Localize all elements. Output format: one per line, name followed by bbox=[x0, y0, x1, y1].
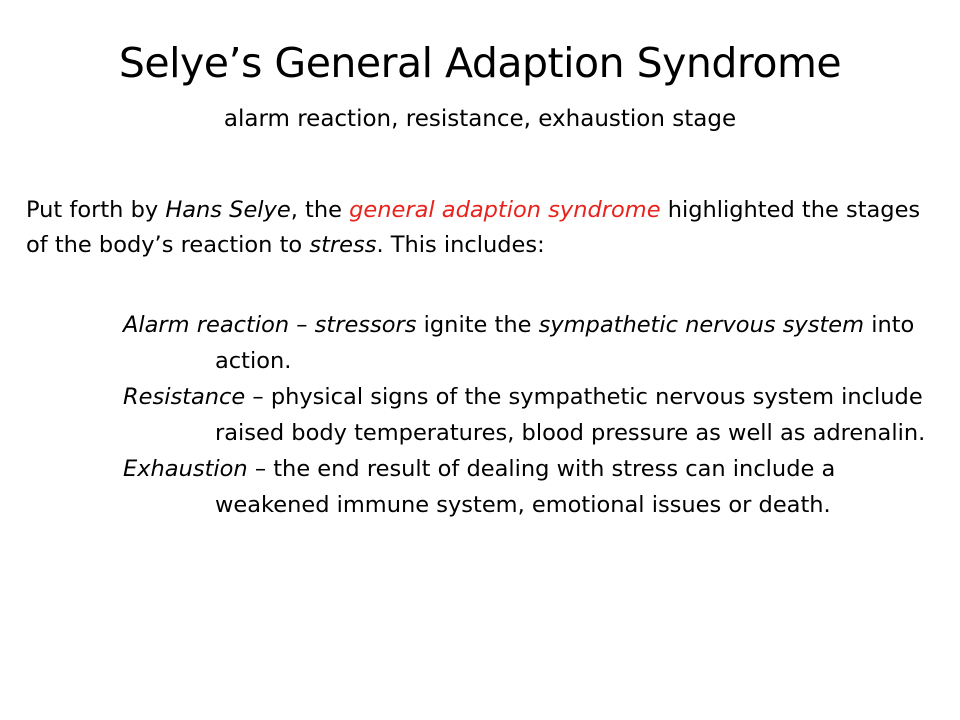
stages-list bbox=[123, 307, 943, 523]
intro-paragraph bbox=[26, 193, 936, 263]
stage-resistance bbox=[123, 379, 943, 451]
stage-dash: – bbox=[247, 456, 274, 482]
stage-dash: – bbox=[245, 384, 271, 410]
stage-name: Resistance bbox=[123, 384, 246, 410]
slide-title: Selye’s General Adaption Syndrome bbox=[118, 39, 842, 87]
slide-subtitle: alarm reaction, resistance, exhaustion stage bbox=[223, 106, 737, 132]
intro-text-2: , the bbox=[290, 197, 350, 223]
stage-dash: – bbox=[289, 312, 315, 338]
stage-term-stressors: stressors bbox=[314, 312, 417, 338]
stage-exhaustion bbox=[123, 451, 943, 523]
intro-stress: stress bbox=[309, 232, 377, 258]
stage-name: Exhaustion bbox=[123, 456, 248, 482]
stage-text: physical signs of the sympathetic nervous system include raised body temperatures, blood pressure as well as adrenalin. bbox=[215, 384, 926, 446]
intro-term: general adaption syndrome bbox=[349, 197, 661, 223]
stage-alarm-reaction bbox=[123, 307, 943, 379]
intro-person: Hans Selye bbox=[165, 197, 291, 223]
intro-text-1: Put forth by bbox=[26, 197, 166, 223]
stage-text: the end result of dealing with stress can include a weakened immune system, emotional issues or death. bbox=[215, 456, 836, 518]
stage-name: Alarm reaction bbox=[123, 312, 290, 338]
stage-term-sns: sympathetic nervous system bbox=[538, 312, 865, 338]
stage-text: ignite the bbox=[416, 312, 539, 338]
intro-text-4: . This includes: bbox=[376, 232, 545, 258]
intro-text-3: highlighted the stages of the body’s reaction to bbox=[26, 197, 921, 258]
stage-text-end: into action. bbox=[215, 312, 915, 374]
